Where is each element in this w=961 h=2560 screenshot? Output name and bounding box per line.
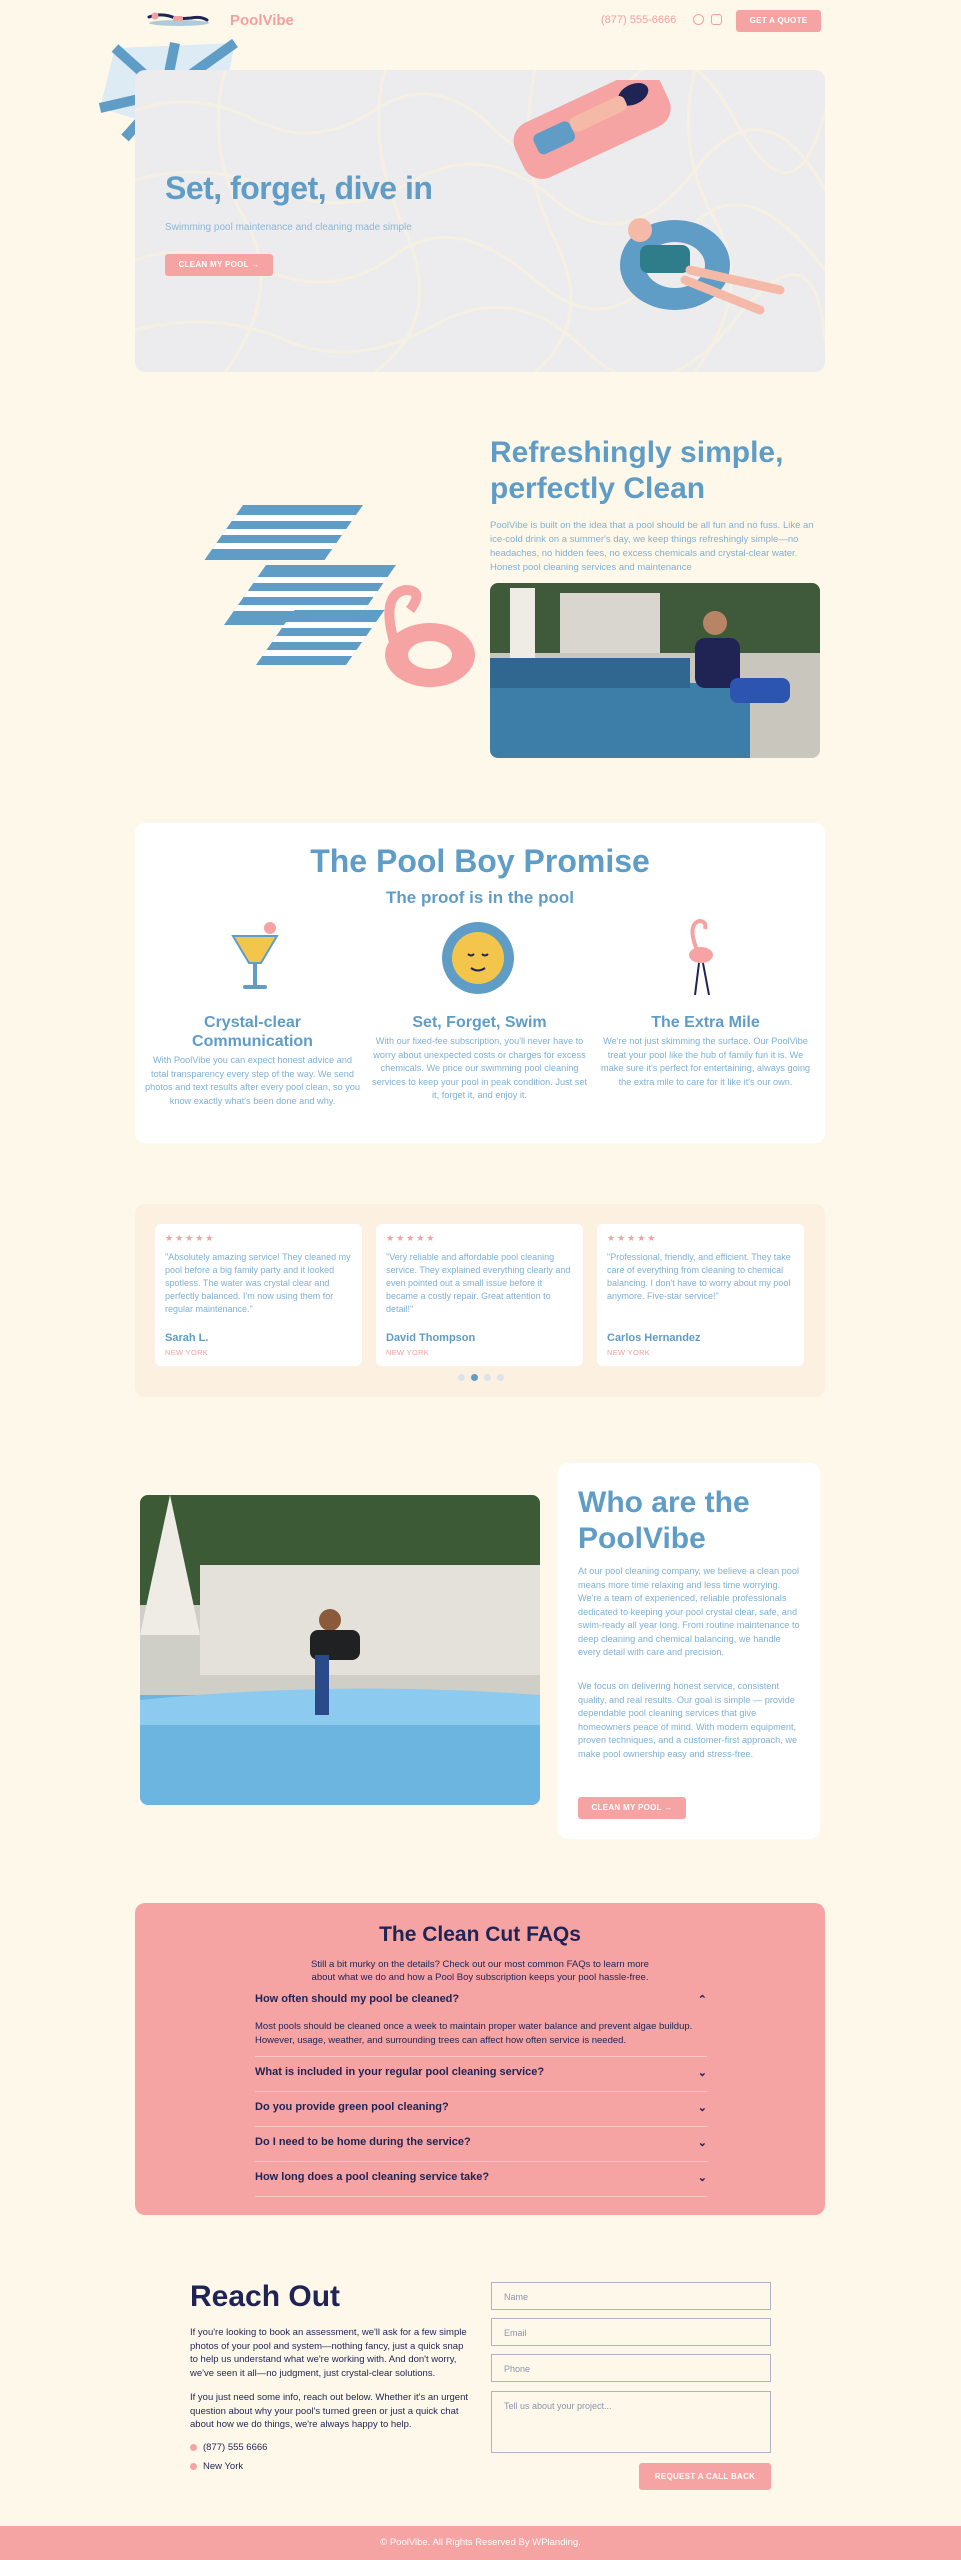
star-rating: ★★★★★: [607, 1233, 658, 1243]
swimmer-logo-icon[interactable]: [143, 8, 215, 30]
promise-col-text: We're not just skimming the surface. Our PoolVibe treat your pool like the hub of family fun it is. We make sure it's perfect for entertaining, always going the extra mile to care for it like it's our own.: [600, 1036, 811, 1087]
cocktail-icon: [225, 918, 285, 998]
faq-divider: [255, 2126, 707, 2127]
faq-question-text: How long does a pool cleaning service take?: [255, 2171, 490, 2183]
swimmers-illustration: [490, 80, 820, 350]
chevron-down-icon: ⌄: [697, 2067, 707, 2079]
star-rating: ★★★★★: [165, 1233, 216, 1243]
testimonial-name: Sarah L.: [165, 1332, 209, 1344]
faq-question-1[interactable]: [255, 1993, 707, 2005]
promise-col-title: Crystal-clear Communication: [192, 1014, 313, 1050]
testimonial-city: NEW YORK: [607, 1348, 651, 1357]
contact-paragraph-2: If you just need some info, reach out below. Whether it's an urgent question about why your pool's turned green or just a quick chat about how we do things, we're always happy to help.: [190, 2392, 469, 2430]
faq-question-text: Do you provide green pool cleaning?: [255, 2101, 449, 2113]
site-footer: © PoolVibe. All Rights Reserved By WPlanding.: [0, 2526, 961, 2560]
site-header: [135, 0, 825, 42]
faq-divider: [255, 2091, 707, 2092]
faq-question-2[interactable]: [255, 2066, 707, 2078]
promise-col-set-forget: [372, 1013, 587, 1103]
testimonial-name: David Thompson: [386, 1332, 476, 1344]
chevron-up-icon: ⌃: [697, 1994, 707, 2006]
faq-divider: [255, 2196, 707, 2197]
promise-subtitle: The proof is in the pool: [386, 888, 574, 907]
chevron-down-icon: ⌄: [697, 2137, 707, 2149]
pool-cleaner-photo: [490, 583, 820, 758]
testimonial-quote: "Professional, friendly, and efficient. They take care of everything from cleaning to chemical balancing. I don't have to worry about my pool anymore. Five-star service!": [607, 1252, 791, 1301]
testimonial-city: NEW YORK: [165, 1348, 209, 1357]
chevron-down-icon: ⌄: [697, 2102, 707, 2114]
promise-col-title: The Extra Mile: [651, 1014, 760, 1031]
contact-location: [190, 2461, 243, 2472]
star-rating: ★★★★★: [386, 1233, 437, 1243]
contact-phone-text: (877) 555 6666: [203, 2442, 268, 2453]
who-title: Who are the PoolVibe: [578, 1486, 750, 1555]
testimonial-city: NEW YORK: [386, 1348, 430, 1357]
contact-paragraph-1: If you're looking to book an assessment, we'll ask for a few simple photos of your pool and system—nothing fancy, just a quick snap to help us understand what we're working with. And don't worry, we've seen it all—no judgment, just crystal-clear solutions.: [190, 2327, 467, 2379]
promise-section: [135, 823, 825, 1143]
brand-name[interactable]: PoolVibe: [230, 12, 294, 29]
promise-col-text: With our fixed-fee subscription, you'll never have to worry about unexpected costs or charges for excess chemicals. We price our swimming pool cleaning services to keep your pool in peak condition. Just set it, forget it, and enjoy it.: [372, 1036, 588, 1100]
carousel-dot-1[interactable]: [458, 1374, 465, 1381]
hero-subtitle: Swimming pool maintenance and cleaning made simple: [165, 222, 412, 233]
hero-title: Set, forget, dive in: [165, 170, 433, 206]
get-quote-button[interactable]: GET A QUOTE: [736, 10, 821, 32]
intro-text: PoolVibe is built on the idea that a pool should be all fun and no fuss. Like an ice-cold drink on a summer's day, we keep things refreshingly simple—no headaches, no hidden fees, no excess chemicals and crystal-clear water. Honest pool cleaning services and maintenance: [490, 520, 814, 573]
facebook-icon[interactable]: [693, 14, 704, 25]
pool-cover-graphic: [140, 1495, 540, 1805]
carousel-dot-2-active[interactable]: [471, 1374, 478, 1381]
faq-question-3[interactable]: [255, 2101, 707, 2113]
contact-title: Reach Out: [190, 2280, 341, 2313]
testimonial-quote: "Very reliable and affordable pool cleaning service. They explained everything clearly and even pointed out a small issue before it became a costly repair. Great attention to detail!": [386, 1252, 571, 1314]
instagram-icon[interactable]: [711, 14, 722, 25]
promise-title: The Pool Boy Promise: [310, 843, 650, 879]
testimonials-section: [135, 1204, 825, 1397]
phone-field[interactable]: Phone: [491, 2354, 771, 2382]
testimonial-card: [376, 1224, 583, 1366]
who-clean-my-pool-button[interactable]: CLEAN MY POOL →: [578, 1797, 686, 1819]
faq-question-5[interactable]: [255, 2171, 707, 2183]
name-field[interactable]: Name: [491, 2282, 771, 2310]
faq-question-text: Do I need to be home during the service?: [255, 2136, 471, 2148]
carousel-dot-4[interactable]: [497, 1374, 504, 1381]
pool-photo-graphic: [490, 583, 820, 758]
testimonial-card: [597, 1224, 804, 1366]
testimonial-card: [155, 1224, 362, 1366]
hero-section: [135, 70, 825, 372]
promise-col-communication: [145, 1013, 360, 1108]
phone-icon: [190, 2444, 197, 2451]
faq-divider: [255, 2056, 707, 2057]
header-phone[interactable]: (877) 555-6666: [601, 14, 677, 26]
who-paragraph-2: We focus on delivering honest service, consistent quality, and real results. Our goal is simple — provide dependable pool cleaning services that give homeowners peace of mind. With modern equipment, proven techniques, and a customer-first approach, we make pool ownership easy and stress-free.: [578, 1681, 798, 1759]
faq-question-text: What is included in your regular pool cleaning service?: [255, 2066, 545, 2078]
testimonial-quote: "Absolutely amazing service! They cleaned my pool before a big family party and it looked spotless. The water was crystal clear and perfectly balanced. I'm now using them for regular maintenance.": [165, 1252, 351, 1314]
who-paragraph-1: At our pool cleaning company, we believe a clean pool means more time relaxing and less time worrying. We're a team of experienced, reliable professionals dedicated to keeping your pool crystal clear, safe, and swim-ready all year long. From routine maintenance to deep cleaning and chemical balancing, we handle every detail with care and precision.: [578, 1566, 800, 1657]
faq-section: [135, 1903, 825, 2215]
promise-col-text: With PoolVibe you can expect honest advice and total transparency every step of the way. We send photos and text results after every pool clean, so you know exactly what's been done and why.: [145, 1055, 361, 1106]
sun-icon: [438, 918, 518, 998]
faq-intro: Still a bit murky on the details? Check out our most common FAQs to learn more about what we do and how a Pool Boy subscription keeps your pool hassle-free.: [311, 1959, 649, 1983]
contact-location-text: New York: [203, 2461, 244, 2472]
towels-flamingo-float-illustration: [140, 495, 480, 695]
contact-phone[interactable]: [190, 2442, 267, 2453]
promise-col-extra-mile: [598, 1013, 813, 1089]
carousel-dot-3[interactable]: [484, 1374, 491, 1381]
intro-title: Refreshingly simple, perfectly Clean: [490, 436, 784, 505]
faq-title: The Clean Cut FAQs: [379, 1923, 581, 1946]
faq-question-text: How often should my pool be cleaned?: [255, 1993, 460, 2005]
testimonial-name: Carlos Hernandez: [607, 1332, 701, 1344]
request-call-back-button[interactable]: REQUEST A CALL BACK: [639, 2463, 771, 2490]
promise-col-title: Set, Forget, Swim: [412, 1014, 547, 1031]
faq-question-4[interactable]: [255, 2136, 707, 2148]
chevron-down-icon: ⌄: [697, 2172, 707, 2184]
faq-divider: [255, 2161, 707, 2162]
flamingo-icon: [675, 915, 725, 997]
pool-cover-photo: [140, 1495, 540, 1805]
location-pin-icon: [190, 2463, 197, 2470]
hero-clean-my-pool-button[interactable]: CLEAN MY POOL →: [165, 254, 273, 276]
who-section-card: [558, 1463, 820, 1839]
email-field[interactable]: Email: [491, 2318, 771, 2346]
faq-answer-1: Most pools should be cleaned once a week to maintain proper water balance and prevent algae buildup. However, usage, weather, and surrounding trees can affect how often service is needed.: [255, 2021, 693, 2046]
message-field[interactable]: Tell us about your project...: [491, 2391, 771, 2453]
